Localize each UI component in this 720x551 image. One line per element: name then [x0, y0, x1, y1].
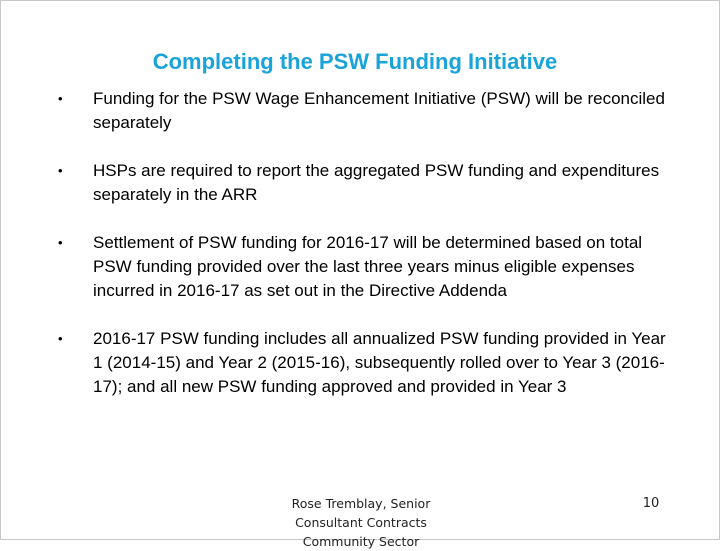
bullet-text: HSPs are required to report the aggregated PSW funding and expenditures separately in the ARR	[93, 161, 660, 204]
bullet-item	[53, 87, 673, 135]
footer-line: Community Sector	[302, 534, 420, 549]
bullet-item	[53, 159, 673, 207]
bullet-marker: •	[58, 235, 63, 250]
slide-title: Completing the PSW Funding Initiative	[152, 49, 558, 74]
bullet-text: Funding for the PSW Wage Enhancement Initiative (PSW) will be reconciled separately	[93, 89, 665, 132]
footer-line: Consultant Contracts	[295, 515, 427, 530]
footer-author	[271, 494, 451, 551]
bullet-text: Settlement of PSW funding for 2016-17 will be determined based on total PSW funding provided over the last three years minus eligible expenses incurred in 2016-17 as set out in the Directive Addenda	[93, 233, 643, 300]
bullet-marker: •	[58, 163, 63, 178]
bullet-item	[53, 327, 673, 399]
bullet-text: 2016-17 PSW funding includes all annualized PSW funding provided in Year 1 (2014-15) and Year 2 (2015-16), subsequently rolled over to Year 3 (2016-17); and all new PSW funding approved and provided in Year 3	[93, 329, 666, 396]
bullet-marker: •	[58, 331, 63, 346]
footer-line: Rose Tremblay, Senior	[291, 496, 431, 511]
bullet-list	[53, 87, 673, 423]
bullet-item	[53, 231, 673, 303]
page-number: 10	[642, 496, 660, 511]
bullet-marker: •	[58, 91, 63, 106]
